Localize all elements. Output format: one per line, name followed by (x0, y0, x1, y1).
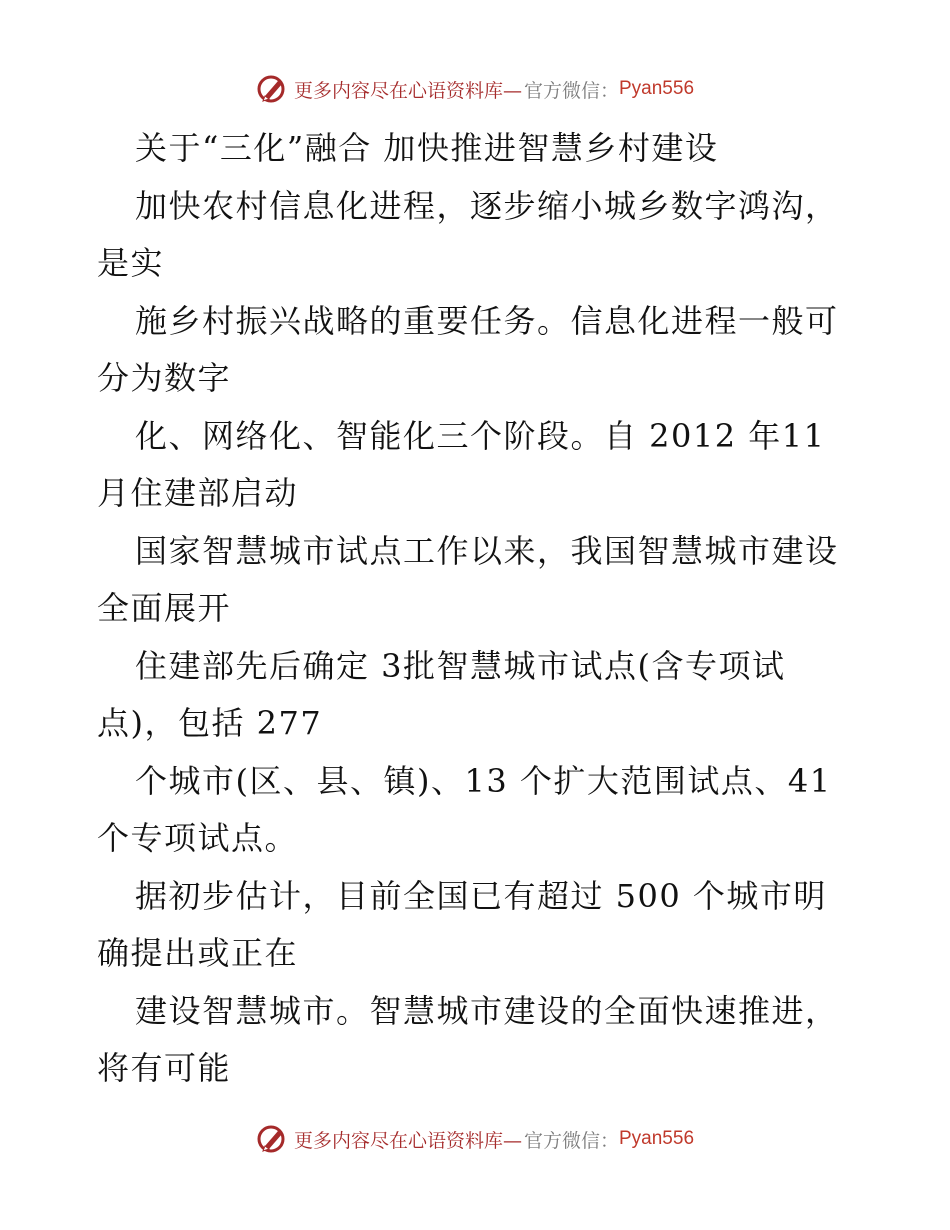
text-line: 分为数字 (97, 359, 232, 397)
text-line: 化、网络化、智能化三个阶段。自 2012 年11 (135, 416, 826, 455)
document-body (97, 120, 867, 1098)
text-line: 是实 (97, 244, 165, 282)
banner-slogan: 更多内容尽在心语资料库— (293, 1129, 522, 1152)
text-line: 个城市(区、县、镇)、13 个扩大范围试点、41 (135, 761, 832, 800)
text-line: 加快农村信息化进程，逐步缩小城乡数字鸿沟， (135, 186, 839, 225)
text-line: 个专项试点。 (97, 819, 299, 857)
banner-handle: Pyan556 (619, 1128, 695, 1149)
pen-logo-icon (256, 74, 290, 104)
banner-wechat-label: 官方微信： (523, 1129, 619, 1152)
footer-banner (0, 1124, 950, 1154)
text-line: 点)，包括 277 (97, 704, 323, 742)
text-line: 住建部先后确定 3批智慧城市试点(含专项试 (135, 646, 786, 685)
text-line: 确提出或正在 (97, 934, 299, 972)
document-title: 关于“三化”融合 加快推进智慧乡村建设 (135, 129, 719, 167)
banner-slogan: 更多内容尽在心语资料库— (293, 79, 522, 102)
pen-logo-icon (256, 1124, 290, 1154)
header-banner (0, 74, 950, 104)
banner-handle: Pyan556 (619, 78, 695, 99)
text-line: 月住建部启动 (97, 474, 299, 512)
text-line: 将有可能 (97, 1049, 232, 1087)
text-line: 建设智慧城市。智慧城市建设的全面快速推进， (135, 991, 839, 1030)
text-line: 据初步估计，目前全国已有超过 500 个城市明 (135, 876, 827, 915)
text-line: 国家智慧城市试点工作以来，我国智慧城市建设 (135, 531, 839, 570)
text-line: 全面展开 (97, 589, 232, 627)
text-line: 施乡村振兴战略的重要任务。信息化进程一般可 (135, 301, 839, 340)
banner-wechat-label: 官方微信： (523, 79, 619, 102)
